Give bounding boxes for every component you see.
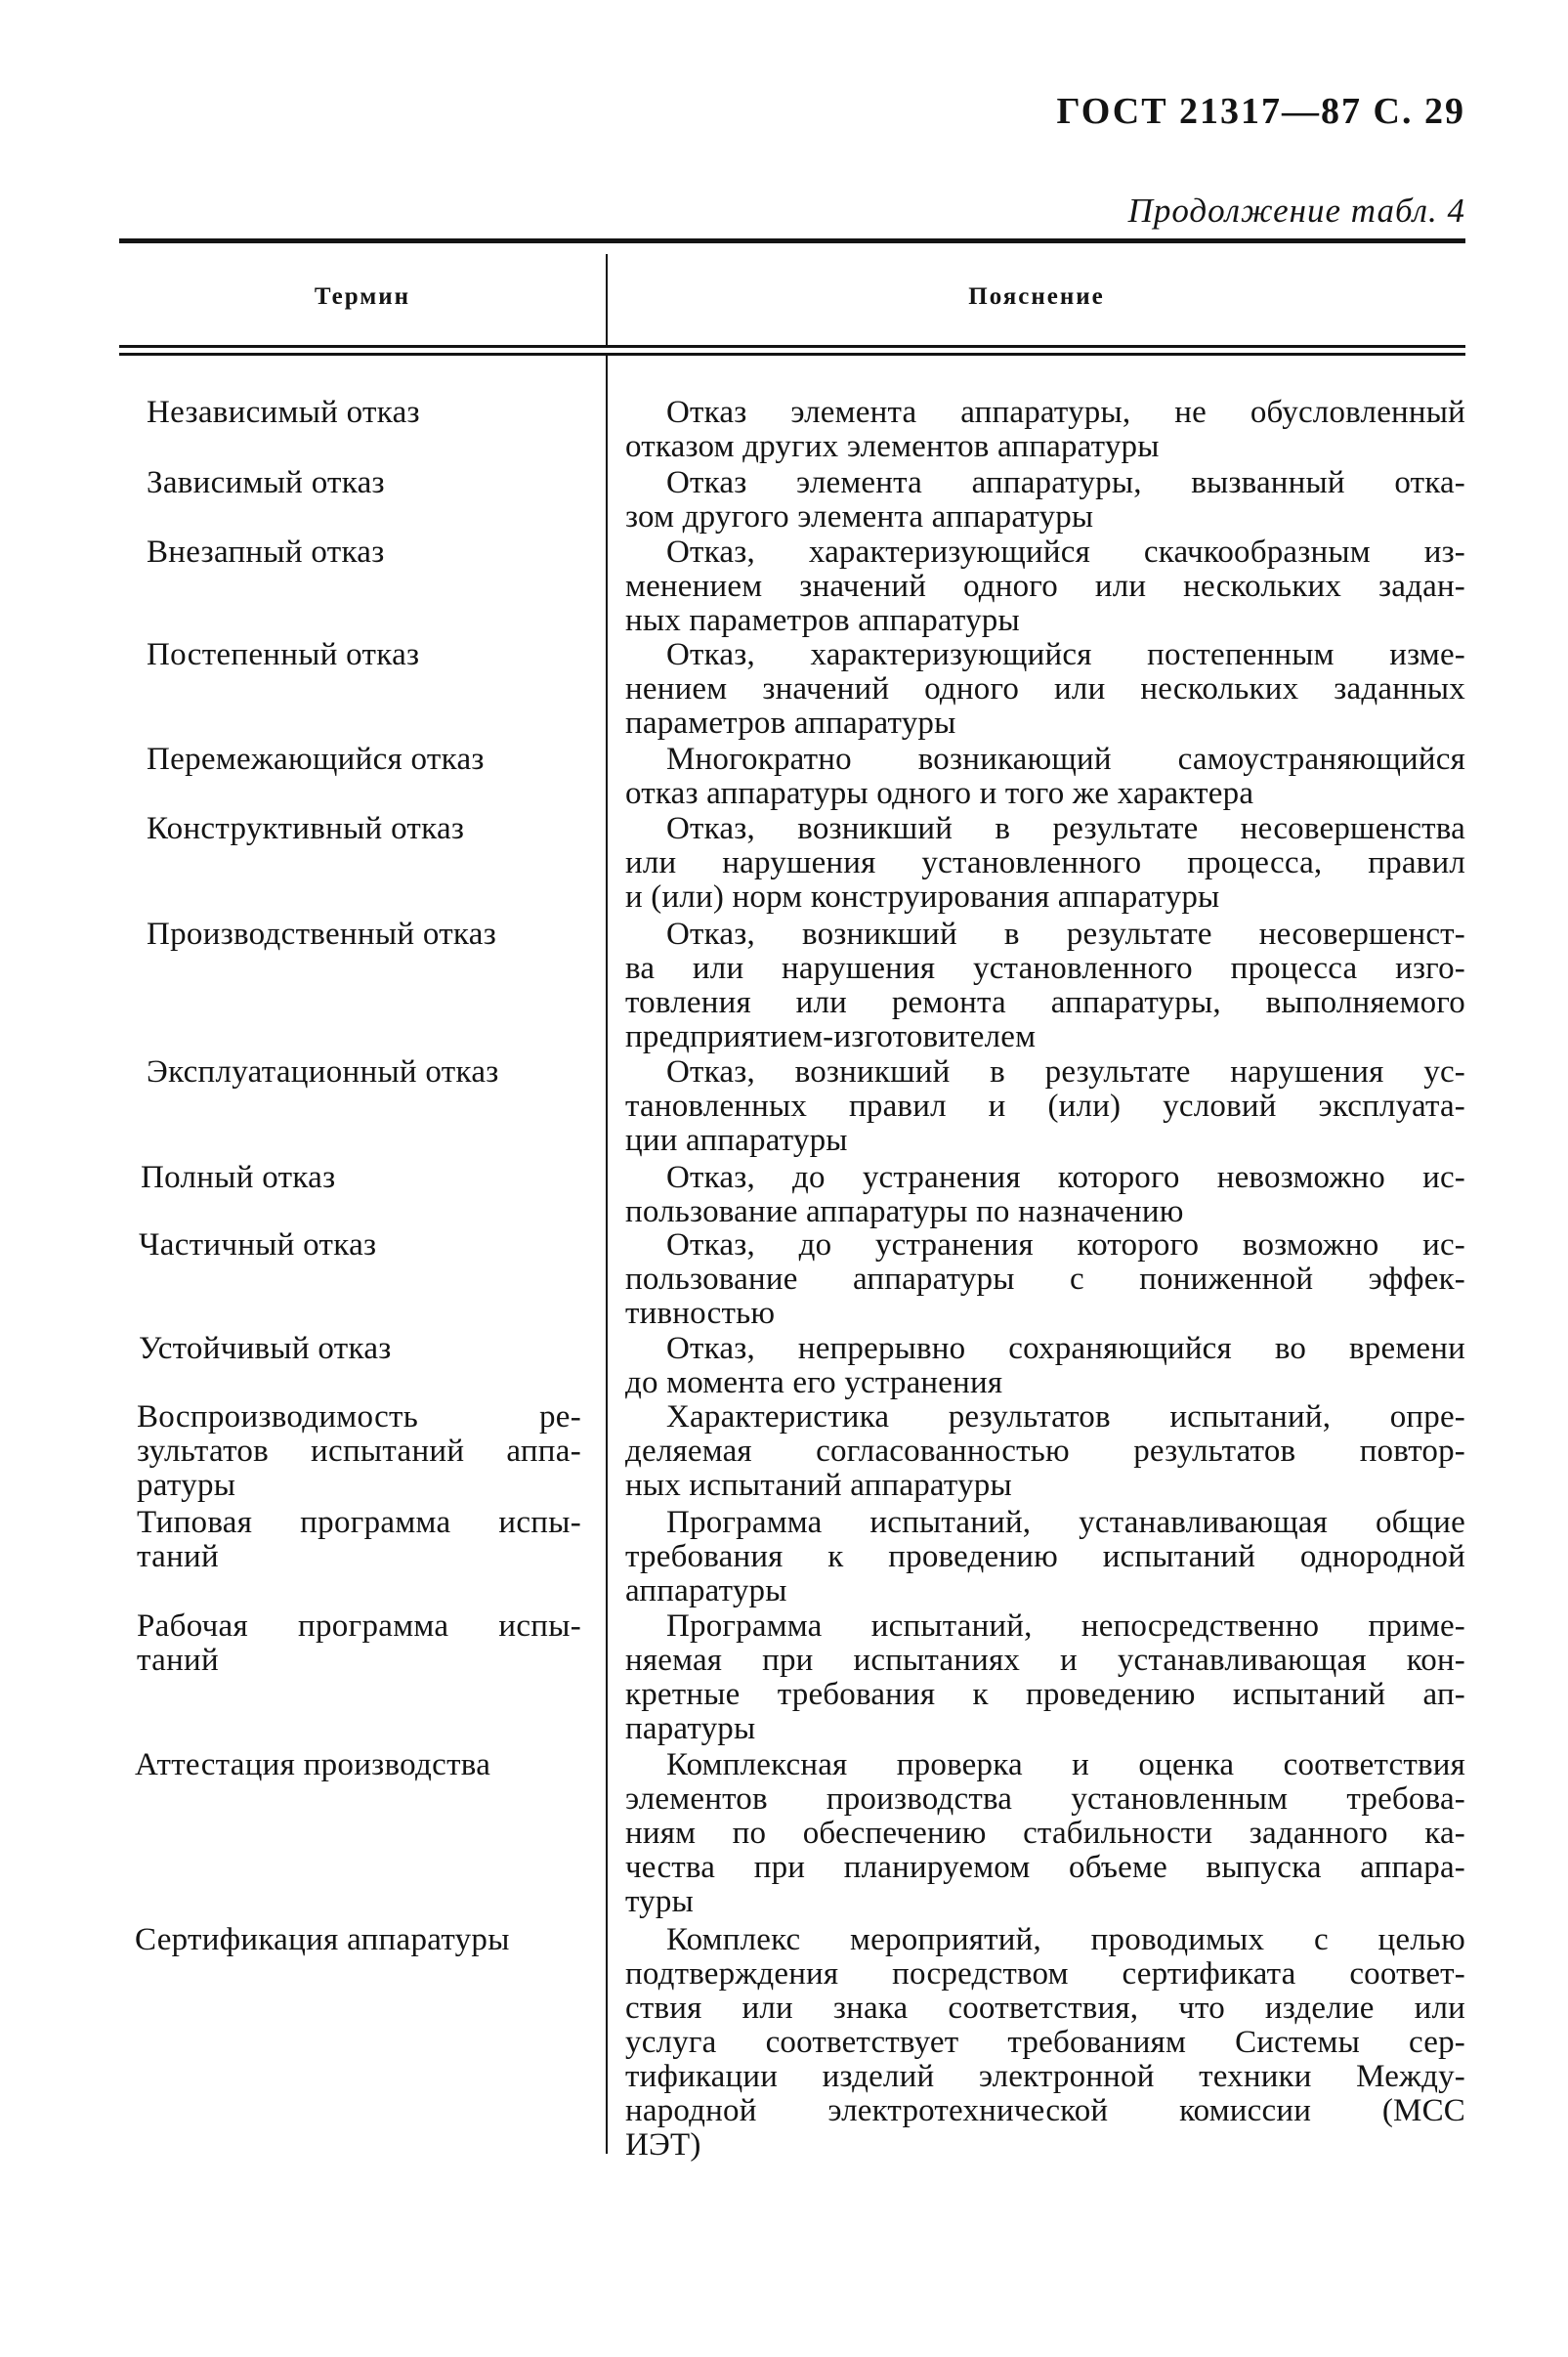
- term-line: Аттестация производства: [135, 1747, 491, 1782]
- header-bottom-rule: [119, 345, 1465, 348]
- term-line: Внезапный отказ: [147, 535, 385, 570]
- explanation-line: ции аппаратуры: [625, 1123, 848, 1158]
- term-line: Постепенный отказ: [147, 637, 420, 672]
- explanation-line: Отказ элемента аппаратуры, не обусловленный: [666, 395, 1465, 430]
- explanation-cell: [625, 396, 1465, 464]
- term-line: Производственный отказ: [147, 917, 497, 952]
- explanation-line: элементов производства установленным требова-: [625, 1781, 1465, 1817]
- explanation-line: чества при планируемом объеме выпуска аппара-: [625, 1850, 1465, 1885]
- explanation-cell: [625, 1228, 1465, 1331]
- term-line: зультатов испытаний аппа-: [137, 1434, 581, 1469]
- header-column-divider: [606, 254, 608, 348]
- explanation-line: ИЭТ): [625, 2127, 701, 2163]
- explanation-line: Характеристика результатов испытаний, опре-: [666, 1399, 1465, 1435]
- explanation-line: Отказ, возникший в результате несовершенства: [666, 811, 1465, 846]
- term-cell: [147, 1055, 591, 1090]
- term-line: Перемежающийся отказ: [147, 742, 485, 777]
- term-line: Независимый отказ: [147, 395, 420, 430]
- table-continuation-label: Продолжение табл. 4: [1127, 192, 1465, 230]
- explanation-cell: [625, 536, 1465, 638]
- explanation-line: туры: [625, 1884, 694, 1919]
- term-line: Рабочая программа испы-: [137, 1608, 581, 1644]
- term-line: Конструктивный отказ: [147, 811, 465, 846]
- term-cell: [139, 1228, 583, 1263]
- explanation-line: пользование аппаратуры с пониженной эффек-: [625, 1262, 1465, 1297]
- explanation-cell: [625, 1055, 1465, 1158]
- explanation-line: аппаратуры: [625, 1573, 787, 1608]
- term-cell: [137, 1506, 581, 1574]
- explanation-line: отказом других элементов аппаратуры: [625, 429, 1160, 464]
- explanation-line: ниям по обеспечению стабильности заданного ка-: [625, 1816, 1465, 1851]
- term-line: Воспроизводимость ре-: [137, 1399, 581, 1435]
- explanation-line: предприятием-изготовителем: [625, 1019, 1037, 1054]
- term-line: таний: [137, 1539, 219, 1574]
- term-line: таний: [137, 1643, 219, 1678]
- explanation-line: Отказ, возникший в результате нарушения ус-: [666, 1054, 1465, 1090]
- explanation-cell: [625, 918, 1465, 1054]
- explanation-line: Отказ, характеризующийся постепенным изме-: [666, 637, 1465, 672]
- explanation-line: ных параметров аппаратуры: [625, 603, 1020, 638]
- explanation-line: деляемая согласованностью результатов повтор-: [625, 1434, 1465, 1469]
- explanation-line: Отказ элемента аппаратуры, вызванный отка-: [666, 465, 1465, 500]
- explanation-cell: [625, 1400, 1465, 1503]
- explanation-line: пользование аппаратуры по назначению: [625, 1194, 1184, 1229]
- explanation-cell: [625, 1161, 1465, 1229]
- explanation-line: Программа испытаний, непосредственно приме-: [666, 1608, 1465, 1644]
- term-line: Устойчивый отказ: [139, 1331, 392, 1366]
- column-header-term: Термин: [314, 283, 411, 310]
- explanation-line: товления или ремонта аппаратуры, выполняемого: [625, 985, 1465, 1020]
- explanation-line: Отказ, характеризующийся скачкообразным из-: [666, 535, 1465, 570]
- explanation-line: отказ аппаратуры одного и того же характера: [625, 776, 1254, 811]
- header-bottom-rule-double: [119, 353, 1465, 356]
- explanation-line: ствия или знака соответствия, что изделие или: [625, 1991, 1465, 2026]
- term-cell: [147, 396, 591, 430]
- explanation-line: тификации изделий электронной техники Между-: [625, 2059, 1465, 2094]
- explanation-line: кретные требования к проведению испытаний ап-: [625, 1677, 1465, 1712]
- term-cell: [135, 1923, 579, 1957]
- term-cell: [135, 1748, 579, 1782]
- explanation-cell: [625, 1609, 1465, 1746]
- term-cell: [147, 743, 591, 777]
- explanation-line: ва или нарушения установленного процесса изго-: [625, 951, 1465, 986]
- term-cell: [137, 1609, 581, 1678]
- explanation-line: и (или) норм конструирования аппаратуры: [625, 879, 1220, 915]
- term-cell: [147, 918, 591, 952]
- explanation-line: или нарушения установленного процесса, правил: [625, 845, 1465, 880]
- explanation-line: няемая при испытаниях и устанавливающая кон-: [625, 1643, 1465, 1678]
- explanation-cell: [625, 638, 1465, 741]
- term-line: Частичный отказ: [139, 1227, 377, 1263]
- term-line: Полный отказ: [141, 1160, 336, 1195]
- explanation-line: зом другого элемента аппаратуры: [625, 499, 1094, 535]
- explanation-cell: [625, 1332, 1465, 1400]
- explanation-cell: [625, 1923, 1465, 2163]
- table-top-rule: [119, 238, 1465, 243]
- explanation-cell: [625, 466, 1465, 535]
- term-cell: [137, 1400, 581, 1503]
- explanation-line: тивностью: [625, 1296, 776, 1331]
- explanation-line: Отказ, до устранения которого невозможно ис-: [666, 1160, 1465, 1195]
- explanation-line: нением значений одного или нескольких заданных: [625, 671, 1465, 707]
- term-cell: [141, 1161, 585, 1195]
- explanation-line: менением значений одного или нескольких задан-: [625, 569, 1465, 604]
- explanation-line: параметров аппаратуры: [625, 706, 956, 741]
- term-cell: [147, 466, 591, 500]
- explanation-line: услуга соответствует требованиям Системы сер-: [625, 2025, 1465, 2060]
- term-line: ратуры: [137, 1468, 236, 1503]
- explanation-line: Отказ, возникший в результате несовершенст-: [666, 917, 1465, 952]
- page-header: ГОСТ 21317—87 С. 29: [1056, 91, 1465, 132]
- explanation-line: Отказ, непрерывно сохраняющийся во времени: [666, 1331, 1465, 1366]
- explanation-line: народной электротехнической комиссии (МСС: [625, 2093, 1465, 2128]
- explanation-line: Многократно возникающий самоустраняющийся: [666, 742, 1465, 777]
- explanation-line: Комплексная проверка и оценка соответствия: [666, 1747, 1465, 1782]
- explanation-line: Программа испытаний, устанавливающая общие: [666, 1505, 1465, 1540]
- term-cell: [147, 812, 591, 846]
- explanation-line: ных испытаний аппаратуры: [625, 1468, 1012, 1503]
- explanation-line: Комплекс мероприятий, проводимых с целью: [666, 1922, 1465, 1957]
- column-header-explanation: Пояснение: [968, 283, 1105, 310]
- explanation-cell: [625, 812, 1465, 915]
- body-column-divider: [606, 356, 608, 2154]
- explanation-line: паратуры: [625, 1711, 756, 1746]
- explanation-line: требования к проведению испытаний однородной: [625, 1539, 1465, 1574]
- term-line: Зависимый отказ: [147, 465, 385, 500]
- term-cell: [139, 1332, 583, 1366]
- explanation-line: тановленных правил и (или) условий эксплуата-: [625, 1089, 1465, 1124]
- explanation-line: подтверждения посредством сертификата соответ-: [625, 1956, 1465, 1992]
- term-cell: [147, 536, 591, 570]
- term-line: Типовая программа испы-: [137, 1505, 581, 1540]
- explanation-line: до момента его устранения: [625, 1365, 1003, 1400]
- explanation-cell: [625, 1506, 1465, 1608]
- term-line: Эксплуатационный отказ: [147, 1054, 499, 1090]
- term-line: Сертификация аппаратуры: [135, 1922, 510, 1957]
- explanation-cell: [625, 1748, 1465, 1919]
- explanation-line: Отказ, до устранения которого возможно ис-: [666, 1227, 1465, 1263]
- term-cell: [147, 638, 591, 672]
- explanation-cell: [625, 743, 1465, 811]
